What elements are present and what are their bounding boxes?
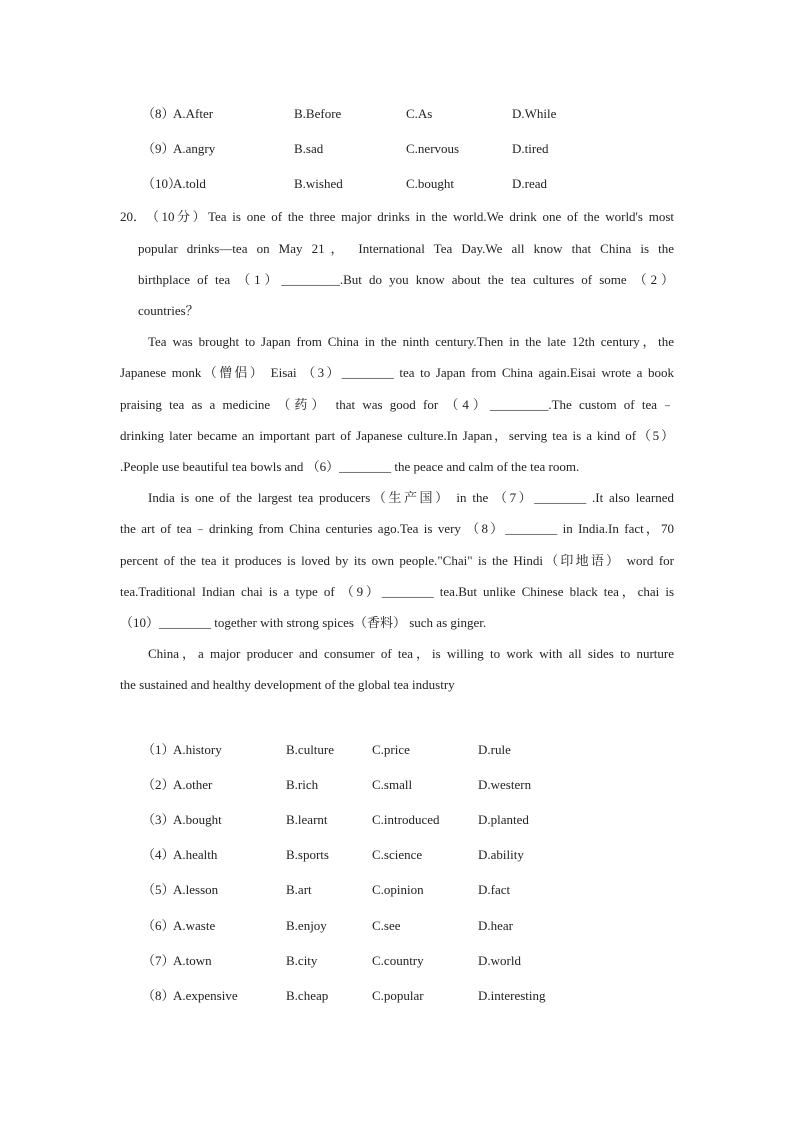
passage-line: praising tea as a medicine （药） that was good for （4）_________.The custom of tea﹣ — [120, 397, 674, 412]
passage-line: percent of the tea it produces is loved by its own people."Chai" is the Hindi（印地语） word for — [120, 553, 674, 568]
option-d: D.interesting — [478, 988, 546, 1003]
option-b: B.enjoy — [286, 918, 327, 933]
option-d: D.hear — [478, 918, 514, 933]
option-c: C.opinion — [372, 882, 424, 897]
option-number: （4） — [142, 847, 175, 862]
option-number: （8） — [142, 106, 175, 121]
option-a: A.bought — [173, 812, 222, 827]
option-a: A.After — [173, 106, 214, 121]
question-line: （10分）Tea is one of the three major drinks in the world.We drink one of the world's most — [146, 209, 674, 224]
option-a: A.waste — [173, 918, 216, 933]
option-c: C.bought — [406, 176, 455, 191]
option-d: D.world — [478, 953, 521, 968]
option-number: （7） — [142, 953, 175, 968]
option-a: A.angry — [173, 141, 216, 156]
option-number: （6） — [142, 918, 175, 933]
question-line: popular drinks—tea on May 21， International Tea Day.We all know that China is the — [138, 241, 674, 256]
passage-line: .People use beautiful tea bowls and （6）________ the peace and calm of the tea room. — [120, 459, 580, 474]
option-b: B.rich — [286, 777, 319, 792]
option-a: A.other — [173, 777, 213, 792]
question-line: birthplace of tea （1）_________.But do you know about the tea cultures of some （2） — [138, 272, 674, 287]
option-b: B.culture — [286, 742, 335, 757]
option-b: B.Before — [294, 106, 342, 121]
option-d: D.read — [512, 176, 548, 191]
option-a: A.lesson — [173, 882, 219, 897]
question-number: 20． — [120, 209, 147, 224]
option-d: D.tired — [512, 141, 549, 156]
option-number: （2） — [142, 777, 175, 792]
option-number: （9） — [142, 141, 175, 156]
option-d: D.fact — [478, 882, 511, 897]
option-b: B.sports — [286, 847, 329, 862]
option-b: B.cheap — [286, 988, 329, 1003]
passage-line: drinking later became an important part of Japanese culture.In Japan，serving tea is a kind of（5） — [120, 428, 674, 443]
option-number: （1） — [142, 742, 175, 757]
option-a: A.history — [173, 742, 222, 757]
option-a: A.told — [173, 176, 206, 191]
option-c: C.nervous — [406, 141, 460, 156]
option-b: B.wished — [294, 176, 343, 191]
option-d: D.planted — [478, 812, 529, 827]
option-c: C.popular — [372, 988, 424, 1003]
passage-line: tea.Traditional Indian chai is a type of （9）________ tea.But unlike Chinese black tea，chai is — [120, 584, 674, 599]
option-b: B.learnt — [286, 812, 328, 827]
option-d: D.western — [478, 777, 532, 792]
option-c: C.price — [372, 742, 410, 757]
option-d: D.rule — [478, 742, 511, 757]
option-c: C.science — [372, 847, 423, 862]
option-d: D.While — [512, 106, 557, 121]
option-a: A.town — [173, 953, 212, 968]
question-line: countries？ — [138, 303, 199, 318]
passage-line: Tea was brought to Japan from China in the ninth century.Then in the late 12th century，the — [148, 334, 674, 349]
option-c: C.introduced — [372, 812, 440, 827]
passage-line: China，a major producer and consumer of tea，is willing to work with all sides to nurture — [148, 646, 674, 661]
passage-line: the art of tea﹣drinking from China centuries ago.Tea is very （8）________ in India.In fact，70 — [120, 521, 674, 536]
option-c: C.country — [372, 953, 424, 968]
option-b: B.art — [286, 882, 312, 897]
option-number: （8） — [142, 988, 175, 1003]
option-b: B.city — [286, 953, 318, 968]
option-c: C.As — [406, 106, 433, 121]
passage-line: the sustained and healthy development of the global tea industry — [120, 677, 455, 692]
passage-line: （10）________ together with strong spices（香料） such as ginger. — [120, 615, 487, 630]
option-c: C.small — [372, 777, 413, 792]
option-number: （3） — [142, 812, 175, 827]
option-a: A.health — [173, 847, 218, 862]
option-c: C.see — [372, 918, 401, 933]
option-b: B.sad — [294, 141, 324, 156]
option-number: （10） — [142, 176, 182, 191]
passage-line: Japanese monk（僧侣） Eisai （3）________ tea to Japan from China again.Eisai wrote a book — [120, 365, 674, 380]
option-a: A.expensive — [173, 988, 238, 1003]
option-number: （5） — [142, 882, 175, 897]
passage-line: India is one of the largest tea producers（生产国） in the （7）________ .It also learned — [148, 490, 674, 505]
option-d: D.ability — [478, 847, 524, 862]
